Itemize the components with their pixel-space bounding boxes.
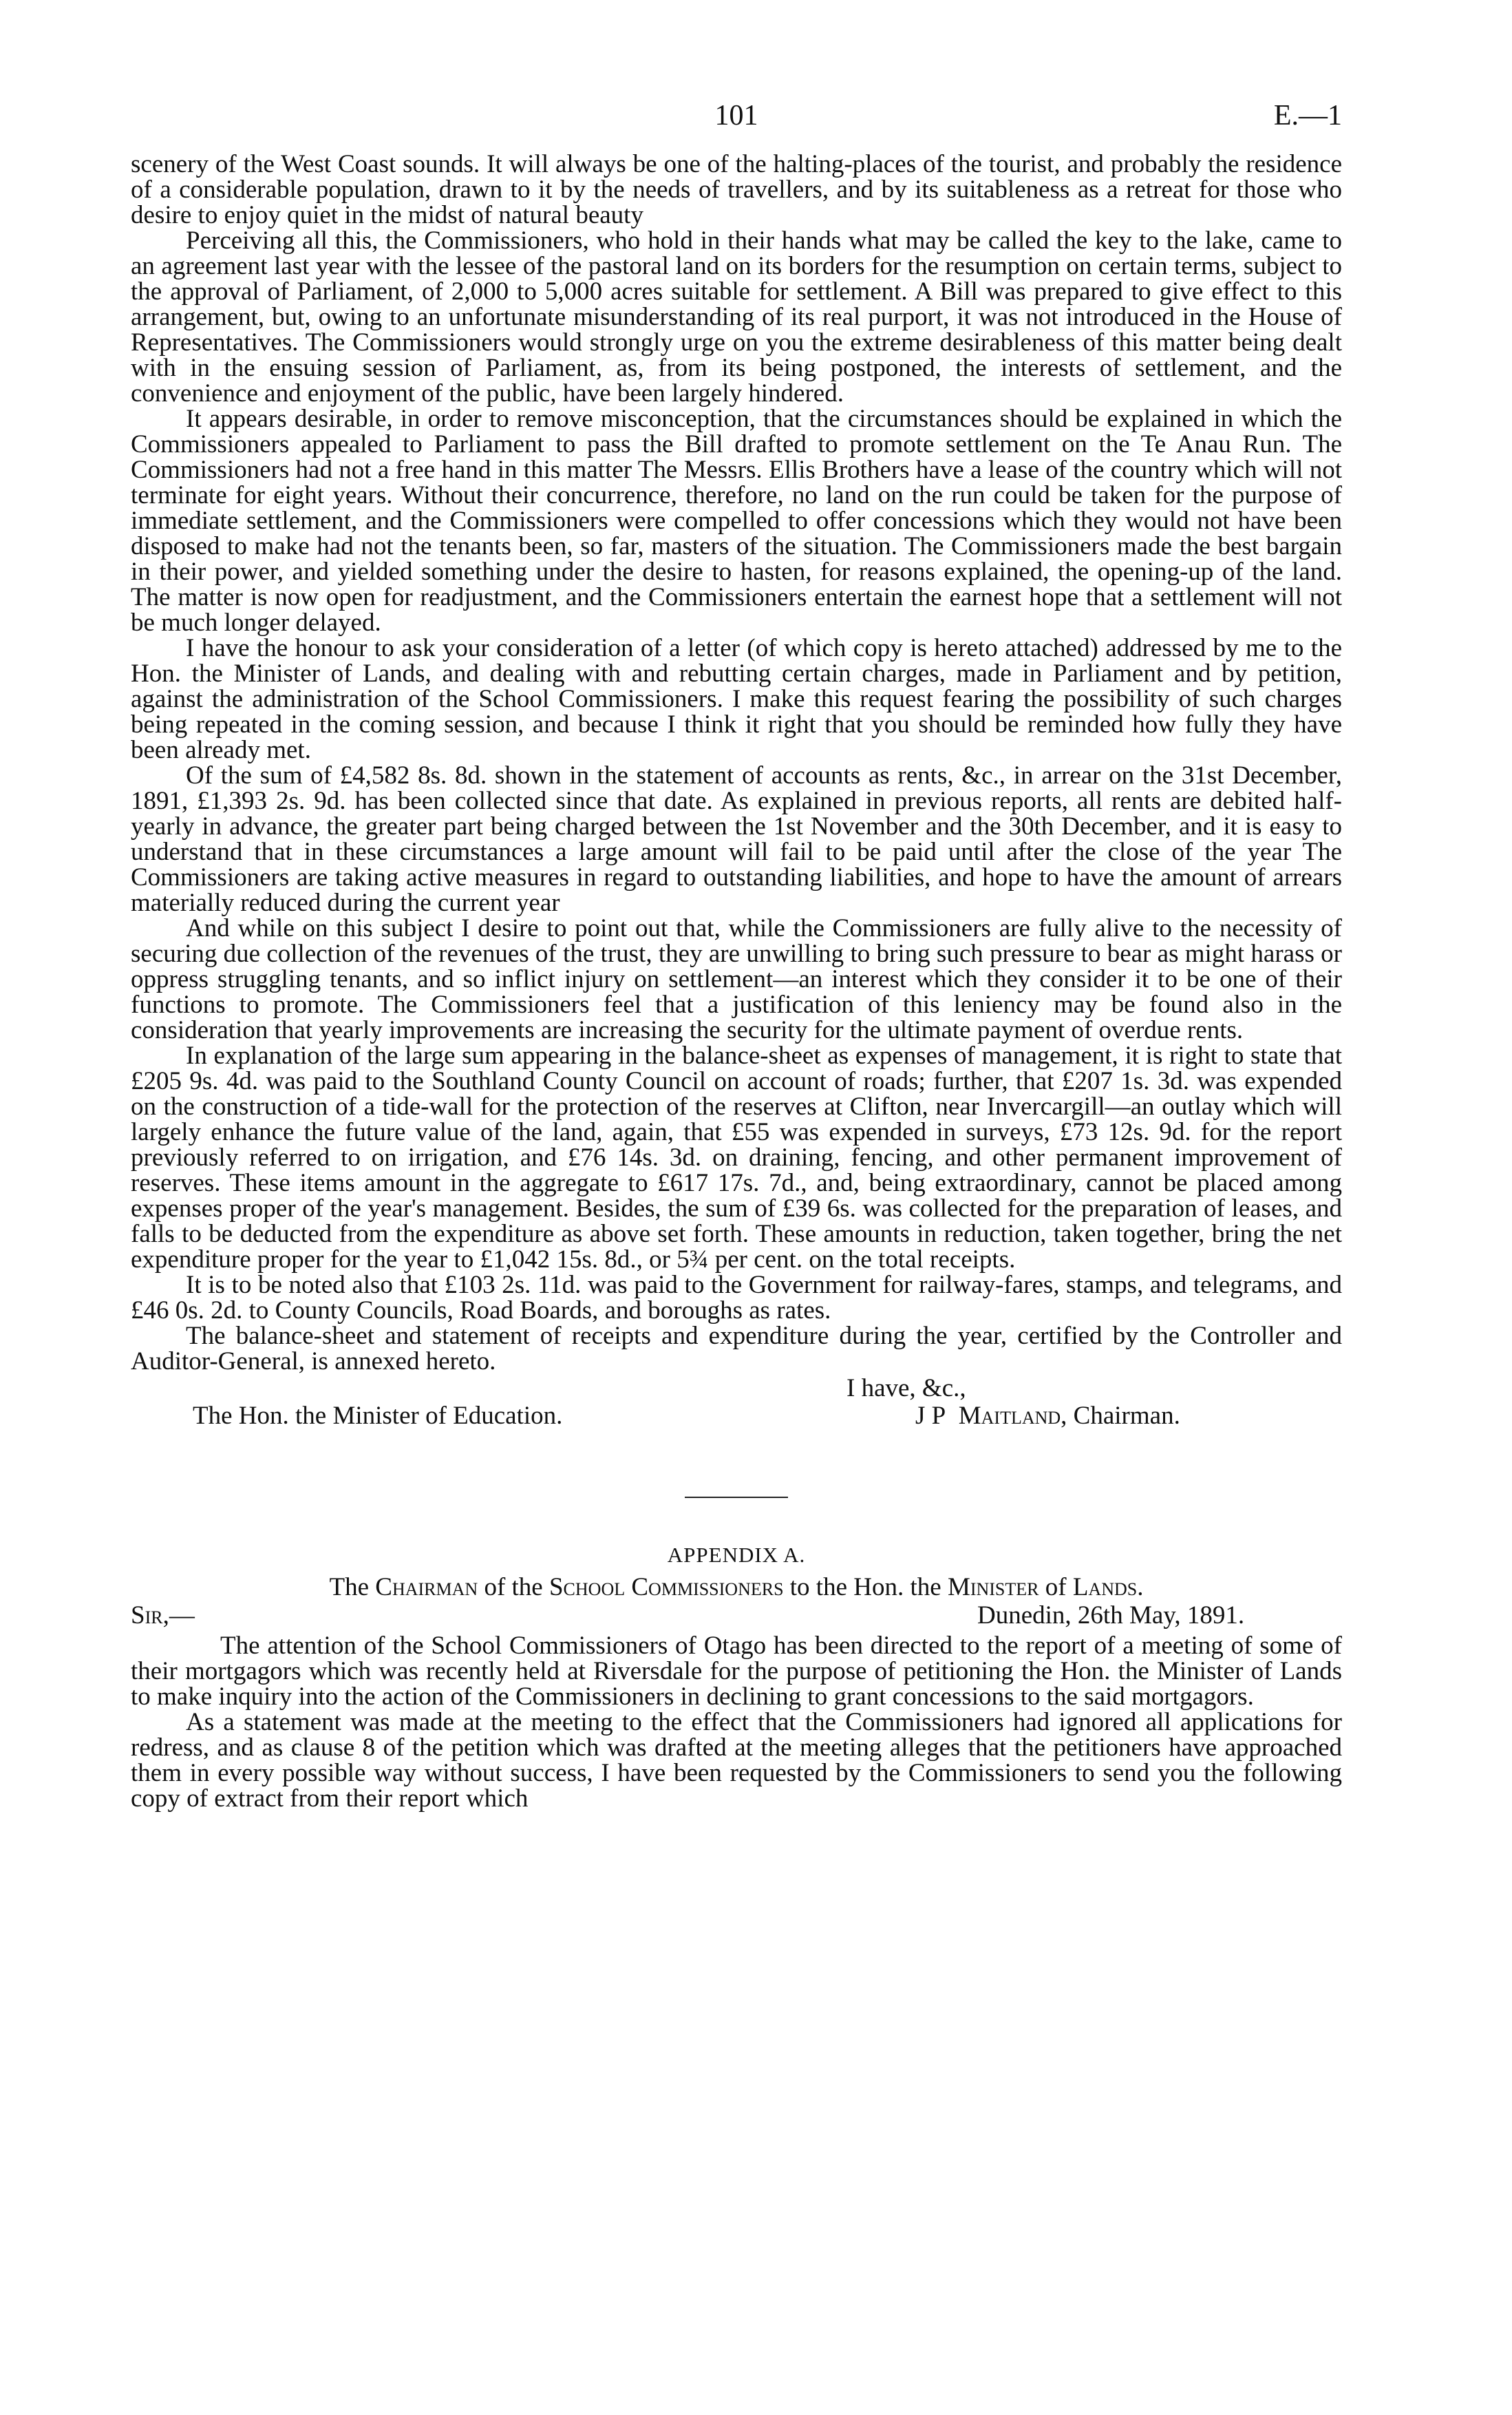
addressee: The Hon. the Minister of Education. [193, 1402, 563, 1430]
subtitle-of: of the [484, 1573, 543, 1601]
signature [915, 1403, 1180, 1428]
paragraph: Of the sum of £4,582 8s. 8d. shown in the statement of accounts as rents, &c., in arrear on the 31st December, 1891, £1,393 2s. 9d. has been collected since that date. As explained in previous reports, all rents are debited half-yearly in advance, the greater part being charged between the 1st November and the 30th December, and it is easy to understand that in these circumstances a large amount will fail to be paid until after the close of the year The Commissioners are taking active measures in regard to outstanding liabilities, and hope to have the amount of arrears materially reduced during the current year [131, 761, 1342, 917]
signer-surname: Maitland [958, 1402, 1061, 1430]
appendix-subtitle: The Chairman of the School Commissioners to the Hon. the Minister of Lands. [329, 1573, 1144, 1601]
paragraph: It is to be noted also that £103 2s. 11d. was paid to the Government for railway-fares, stamps, and telegrams, and £46 0s. 2d. to County Councils, Road Boards, and boroughs as rates. [131, 1271, 1342, 1325]
closing-line: I have, &c., [846, 1374, 966, 1402]
paragraph: As a statement was made at the meeting to the effect that the Commissioners had ignored all applications for redress, and as clause 8 of the petition which was drafted at the meeting alleges that the petitioners have approached them in every possible way without success, I have been requested by the Commissioners to send you the following copy of extract from their report which [131, 1708, 1342, 1813]
paragraph: In explanation of the large sum appearing in the balance-sheet as expenses of management, it is right to state that £205 9s. 4d. was paid to the Southland County Council on account of roads; further, that £207 1s. 3d. was expended on the construction of a tide-wall for the protection of the reserves at Clifton, near Invercargill—an outlay which will largely enhance the future value of the land, again, that £55 was expended in surveys, £73 12s. 9d. for the report previously referred to on irrigation, and £76 14s. 3d. on draining, fencing, and other permanent improvement of reserves. These items amount in the aggregate to £617 17s. 7d., and, being extraordinary, cannot be placed among expenses proper of the year's management. Besides, the sum of £39 6s. was collected for the preparation of leases, and falls to be deducted from the expenditure as above set forth. These amounts in reduction, taken together, bring the net expenditure proper for the year to £1,042 15s. 8d., or 5¾ per cent. on the total receipts. [131, 1042, 1342, 1274]
paragraph: It appears desirable, in order to remove misconception, that the circumstances should be explained in which the Commissioners appealed to Parliament to pass the Bill drafted to promote settlement on the Te Anau Run. The Commissioners had not a free hand in this matter The Messrs. Ellis Brothers have a lease of the country which will not terminate for eight years. Without their concurrence, therefore, no land on the run could be taken for the purpose of immediate settlement, and the Commissioners were compelled to offer concessions which they would not have been disposed to make had not the tenants been, so far, masters of the situation. The Commissioners made the best bargain in their power, and yielded something under the desire to hasten, for reasons explained, the opening-up of the land. The matter is now open for readjustment, and the Commissioners entertain the earnest hope that a settlement will not be much longer delayed. [131, 405, 1342, 637]
subtitle-to: to the Hon. the [789, 1573, 941, 1601]
section-divider [685, 1497, 788, 1498]
appendix-title: APPENDIX A. [667, 1543, 806, 1567]
salutation: Sir,— [131, 1601, 195, 1630]
subtitle-to-role: Minister [947, 1573, 1039, 1601]
signer-initials: J P [915, 1402, 946, 1430]
paragraph: Perceiving all this, the Commissioners, who hold in their hands what may be called the key to the lake, came to an agreement last year with the lessee of the pastoral land on its borders for the resumption on certain terms, subject to the approval of Parliament, of 2,000 to 5,000 acres suitable for settlement. A Bill was prepared to give effect to this arrangement, but, owing to an unfortunate misunderstanding of its real purport, it was not introduced in the House of Representatives. The Commissioners would strongly urge on you the extreme desirableness of this matter being dealt with in the ensuing session of Parliament, as, from its being postponed, the interests of settlement, and the convenience and enjoyment of the public, have been largely hindered. [131, 226, 1342, 408]
page-number: 101 [714, 100, 758, 131]
letter-signoff [131, 1375, 1342, 1431]
appendix-body [131, 1633, 1342, 1811]
paragraph: I have the honour to ask your consideration of a letter (of which copy is hereto attached) addressed by me to the Hon. the Minister of Lands, and dealing with and rebutting certain charges, made in Parliament and by petition, against the administration of the School Commissioners. I make this request fearing the possibility of such charges being repeated in the coming session, and because I think it right that you should be reminded how fully they have been already met. [131, 634, 1342, 764]
report-body [131, 151, 1342, 1374]
letter-heading [131, 1603, 1342, 1633]
subtitle-from-role: Chairman [375, 1573, 478, 1601]
paragraph: scenery of the West Coast sounds. It will always be one of the halting-places of the tourist, and probably the residence of a considerable population, drawn to it by the needs of travellers, and by its suitableness as a retreat for those who desire to enjoy quiet in the midst of natural beauty [131, 150, 1342, 229]
document-page [131, 100, 1342, 1813]
place-date: Dunedin, 26th May, 1891. [977, 1601, 1245, 1630]
document-reference: E.—1 [1273, 100, 1342, 131]
signer-title: , Chairman. [1061, 1402, 1180, 1430]
paragraph: The balance-sheet and statement of receipts and expenditure during the year, certified by the Controller and Auditor-General, is annexed hereto. [131, 1322, 1342, 1375]
subtitle-body: School Commissioners [549, 1573, 784, 1601]
subtitle-dept: Lands. [1072, 1573, 1144, 1601]
paragraph: And while on this subject I desire to point out that, while the Commissioners are fully alive to the necessity of securing due collection of the revenues of the trust, they are unwilling to bring such pressure to bear as might harass or oppress struggling tenants, and so inflict injury on settlement—an interest which they consider it to be one of their functions to promote. The Commissioners feel that a justification of this leniency may be found also in the consideration that yearly improvements are increasing the security for the ultimate payment of overdue rents. [131, 914, 1342, 1044]
subtitle-of2: of [1045, 1573, 1067, 1601]
paragraph: The attention of the School Commissioners of Otago has been directed to the report of a meeting of some of their mortgagors which was recently held at Riversdale for the purpose of petitioning the Hon. the Minister of Lands to make inquiry into the action of the Commissioners in declining to grant concessions to the said mortgagors. [131, 1632, 1342, 1711]
page-header [131, 100, 1342, 151]
